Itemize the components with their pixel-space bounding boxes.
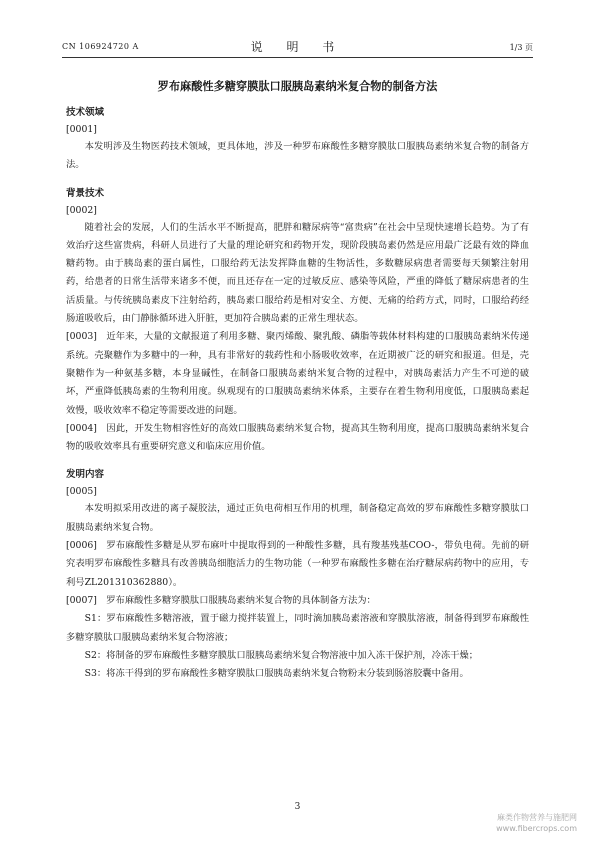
page-of-total: 1/3 页 bbox=[509, 43, 533, 52]
document-body bbox=[66, 104, 529, 683]
header-rule bbox=[62, 57, 533, 58]
step-s2: S2：将制备的罗布麻酸性多糖穿膜肽口服胰岛素纳米复合物溶液中加入冻干保护剂，冷冻干燥； bbox=[84, 649, 479, 661]
step-s1: S1：罗布麻酸性多糖溶液，置于磁力搅拌装置上，同时滴加胰岛素溶液和穿膜肽溶液，制备得到罗布麻酸性多糖穿膜肽口服胰岛素纳米复合物溶液； bbox=[66, 613, 529, 643]
paragraph bbox=[66, 537, 529, 592]
paragraph-text: 随着社会的发展，人们的生活水平不断提高，肥胖和糖尿病等“富贵病”在社会中呈现快速增长趋势。为了有效治疗这些富贵病，科研人员进行了大量的理论研究和药物开发，现阶段胰岛素仍然是应用最广泛最有效的降血糖药物。由于胰岛素的蛋白属性，口服给药无法发挥降血糖的生物活性，多数糖尿病患者需要每天频繁注射用药，给患者的日常生活带来诸多不便，而且还存在一定的过敏反应、感染等风险，严重的降低了糖尿病患者的生活质量。与传统胰岛素皮下注射给药，胰岛素口服给药是相对安全、方便、无痛的给药方式，同时，口服给药经肠道吸收后，由门静脉循环进入肝脏，更加符合胰岛素的正常生理状态。 bbox=[66, 221, 529, 325]
document-title: 罗布麻酸性多糖穿膜肽口服胰岛素纳米复合物的制备方法 bbox=[157, 80, 438, 93]
section-heading: 发明内容 bbox=[66, 469, 105, 481]
paragraph-text: 近年来，大量的文献报道了利用多糖、聚丙烯酸、聚乳酸、磷脂等载体材料构建的口服胰岛素纳米传递系统。壳聚糖作为多糖中的一种，具有非常好的载药性和小肠吸收效率，在近期被广泛的研究和报道。但是，壳聚糖作为一种氨基多糖，本身显碱性，在制备口服胰岛素纳米复合物的过程中，对胰岛素活力产生不可逆的破坏，严重降低胰岛素的生物利用度。纵观现有的口服胰岛素纳米体系，主要存在着生物利用度低，口服胰岛素起效慢，吸收效率不稳定等需要改进的问题。 bbox=[66, 331, 529, 416]
section-technical-field bbox=[66, 104, 529, 175]
section-invention bbox=[66, 466, 529, 683]
paragraph-number: [0005] bbox=[66, 486, 97, 498]
paragraph-number: [0002] bbox=[66, 204, 97, 216]
section-background bbox=[66, 185, 529, 457]
paragraph-text: 罗布麻酸性多糖是从罗布麻叶中提取得到的一种酸性多糖，具有羧基残基COO-，带负电荷。先前的研究表明罗布麻酸性多糖具有改善胰岛细胞活力的生物功能（一种罗布麻酸性多糖在治疗糖尿病药物中的应用，专利号ZL201310362880）。 bbox=[66, 540, 529, 588]
page-header bbox=[62, 38, 533, 56]
step-s3: S3：将冻干得到的罗布麻酸性多糖穿膜肽口服胰岛素纳米复合物粉末分装到肠溶胶囊中备用。 bbox=[84, 668, 469, 680]
paragraph-number: [0006] bbox=[66, 540, 97, 552]
watermark-site-name: 麻类作物营养与施肥网 bbox=[497, 813, 577, 822]
page-number: 3 bbox=[294, 802, 301, 812]
paragraph bbox=[66, 328, 529, 419]
watermark-url: www.fibercrops.com bbox=[496, 824, 577, 833]
section-heading: 背景技术 bbox=[66, 187, 105, 199]
paragraph-number: [0001] bbox=[66, 124, 97, 135]
paragraph-number: [0004] bbox=[66, 422, 97, 434]
document-type: 说 明 书 bbox=[250, 40, 345, 54]
paragraph-text: 本发明拟采用改进的离子凝胶法，通过正负电荷相互作用的机理，制备稳定高效的罗布麻酸性多糖穿膜肽口服胰岛素纳米复合物。 bbox=[66, 503, 529, 533]
paragraph-number: [0003] bbox=[66, 331, 97, 343]
paragraph-text: 因此，开发生物相容性好的高效口服胰岛素纳米复合物，提高其生物利用度，提高口服胰岛素纳米复合物的吸收效率具有重要研究意义和临床应用价值。 bbox=[66, 422, 529, 453]
publication-number: CN 106924720 A bbox=[62, 42, 139, 51]
paragraph-text: 罗布麻酸性多糖穿膜肽口服胰岛素纳米复合物的具体制备方法为： bbox=[106, 594, 376, 606]
watermark bbox=[496, 812, 577, 834]
paragraph bbox=[66, 592, 529, 610]
section-heading: 技术领域 bbox=[66, 107, 105, 118]
paragraph bbox=[66, 420, 529, 457]
paragraph-text: 本发明涉及生物医药技术领域，更具体地，涉及一种罗布麻酸性多糖穿膜肽口服胰岛素纳米复合物的制备方法。 bbox=[66, 141, 529, 171]
paragraph-number: [0007] bbox=[66, 594, 97, 606]
